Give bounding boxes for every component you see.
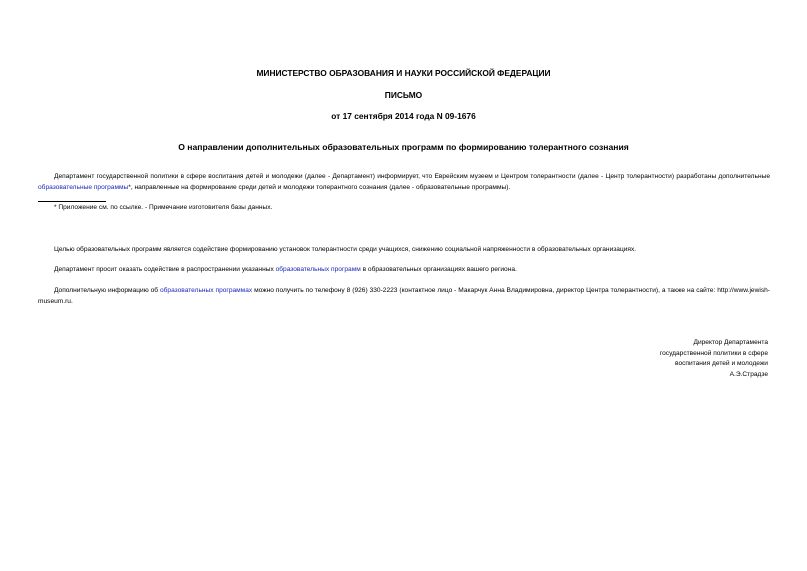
paragraph-3-text-b: в образовательных организациях вашего региона. (360, 266, 517, 273)
signature-name: А.Э.Страдзе (729, 371, 768, 379)
paragraph-4 (38, 286, 770, 307)
signature-department: государственной политики в сфере (659, 349, 768, 357)
paragraph-3 (38, 265, 770, 276)
ministry-heading: МИНИСТЕРСТВО ОБРАЗОВАНИЯ И НАУКИ РОССИЙСКОЙ ФЕДЕРАЦИИ (256, 68, 551, 78)
signature-title: Директор Департамента (693, 339, 768, 346)
paragraph-2-text: Целью образовательных программ является содействие формированию установок толерантности среди учащихся, снижению социальной напряженности в образовательных организациях. (54, 246, 637, 253)
document-type: ПИСЬМО (384, 90, 423, 100)
programs-link-2[interactable]: образовательных программ (275, 266, 361, 273)
paragraph-1-text-b: *, направленные на формирование среди детей и молодежи толерантного сознания (далее - образовательные программы). (128, 183, 511, 191)
paragraph-2 (38, 245, 770, 256)
paragraph-4-text-b: можно получить по телефону 8 (926) 330-2223 (контактное лицо - Макарчук Анна Владимировна, директор Центра толерантности), а также на сайте: http://www.jewish-museum.ru. (38, 287, 770, 305)
footnote: * Приложение см. по ссылке. - Примечание изготовителя базы данных. (54, 204, 273, 211)
signature-block (660, 338, 768, 381)
paragraph-1-text-a: Департамент государственной политики в сфере воспитания детей и молодежи (далее - Департамент) информирует, что Еврейским музеем и Центром толерантности (далее - Центр толерантности) разработаны дополнительные (54, 173, 770, 180)
date-and-number: от 17 сентября 2014 года N 09-1676 (331, 111, 476, 121)
paragraph-1 (38, 172, 770, 193)
paragraph-4-text-a: Дополнительную информацию об (54, 287, 160, 294)
programs-link-3[interactable]: образовательных программах (159, 287, 253, 294)
paragraph-3-text-a: Департамент просит оказать содействие в распространении указанных (54, 266, 276, 273)
footnote-divider (38, 201, 106, 202)
signature-department-2: воспитания детей и молодежи (675, 360, 768, 368)
programs-link-1[interactable]: образовательные программы (38, 183, 129, 191)
letter-subject: О направлении дополнительных образовательных программ по формированию толерантного сознания (178, 142, 629, 152)
